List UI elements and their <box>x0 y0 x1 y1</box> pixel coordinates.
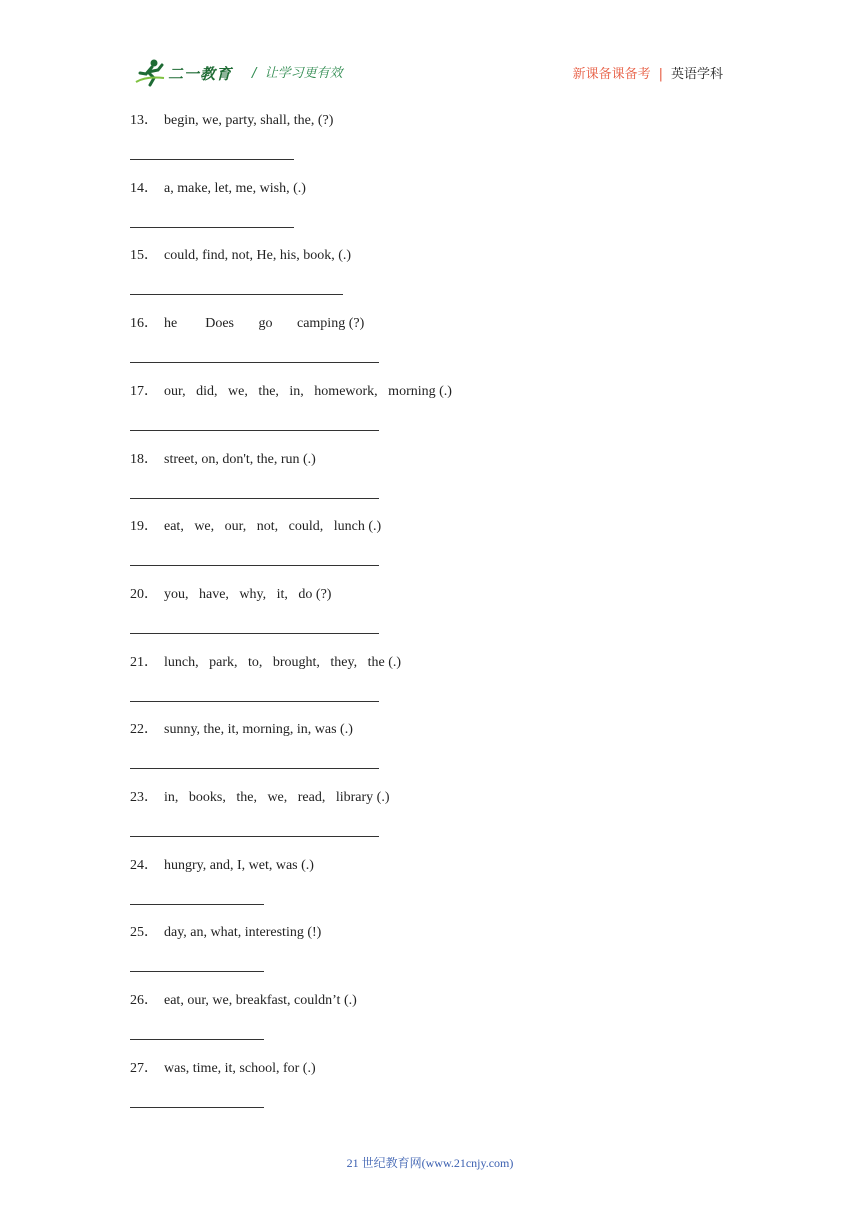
page-footer: 21 世纪教育网(www.21cnjy.com) <box>346 1156 514 1170</box>
question-item <box>130 315 364 333</box>
page-header <box>0 0 860 100</box>
question-words: was, time, it, school, for (.) <box>164 1060 316 1076</box>
question-words: he Does go camping (?) <box>164 316 365 332</box>
question-words: you, have, why, it, do (?) <box>164 586 332 602</box>
question-words: in, books, the, we, read, library (.) <box>164 790 390 805</box>
logo-text: 二一教育 <box>168 65 233 83</box>
question-item <box>130 383 452 401</box>
question-words: day, an, what, interesting (!) <box>164 925 322 941</box>
question-item <box>130 1060 316 1078</box>
answer-blank-line[interactable] <box>130 565 379 566</box>
question-number: 23． <box>130 790 158 805</box>
question-number: 21． <box>130 654 158 670</box>
question-number: 26． <box>130 993 158 1009</box>
question-item <box>130 924 321 942</box>
question-words: eat, our, we, breakfast, couldn’t (.) <box>164 993 357 1009</box>
answer-blank-line[interactable] <box>130 159 294 160</box>
question-item <box>130 451 316 469</box>
answer-blank-line[interactable] <box>130 971 264 972</box>
answer-blank-line[interactable] <box>130 1107 264 1108</box>
question-words: street, on, don't, the, run (.) <box>164 451 316 467</box>
answer-blank-line[interactable] <box>130 633 379 634</box>
question-number: 24． <box>130 857 158 873</box>
answer-blank-line[interactable] <box>130 768 379 769</box>
answer-blank-line[interactable] <box>130 362 379 363</box>
header-separator: | <box>658 67 663 82</box>
question-words: begin, we, party, shall, the, (?) <box>164 113 334 128</box>
question-words: lunch, park, to, brought, they, the (.) <box>164 654 402 670</box>
answer-blank-line[interactable] <box>130 294 343 295</box>
question-number: 22． <box>130 722 158 738</box>
question-item <box>130 518 381 536</box>
question-number: 25． <box>130 925 158 941</box>
answer-blank-line[interactable] <box>130 227 294 228</box>
question-item <box>130 247 351 265</box>
question-item <box>130 112 333 130</box>
question-number: 19． <box>130 519 158 535</box>
question-words: eat, we, our, not, could, lunch (.) <box>164 519 382 535</box>
question-item <box>130 857 314 875</box>
subject-label: 英语学科 <box>670 67 723 82</box>
question-item <box>130 654 401 672</box>
question-number: 14． <box>130 180 158 196</box>
question-number: 15． <box>130 248 158 264</box>
answer-blank-line[interactable] <box>130 836 379 837</box>
answer-blank-line[interactable] <box>130 1039 264 1040</box>
slogan-text: 让学习更有效 <box>264 66 343 81</box>
question-item <box>130 180 306 198</box>
slogan: / 让学习更有效 <box>252 66 343 81</box>
answer-blank-line[interactable] <box>130 904 264 905</box>
question-item <box>130 586 331 604</box>
question-words: could, find, not, He, his, book, (.) <box>164 248 352 264</box>
runner-logo-icon <box>134 58 168 88</box>
course-label: 新课备课备考 <box>572 67 651 82</box>
header-right <box>573 63 723 82</box>
question-words: sunny, the, it, morning, in, was (.) <box>164 722 353 738</box>
question-words: a, make, let, me, wish, (.) <box>164 180 306 196</box>
answer-blank-line[interactable] <box>130 498 379 499</box>
question-number: 27． <box>130 1060 158 1076</box>
question-number: 20． <box>130 586 158 602</box>
question-words: hungry, and, I, wet, was (.) <box>164 857 314 873</box>
question-number: 16． <box>130 316 158 332</box>
answer-blank-line[interactable] <box>130 430 379 431</box>
logo <box>134 58 244 88</box>
question-item <box>130 721 353 739</box>
question-words: our, did, we, the, in, homework, morning (.) <box>164 383 452 399</box>
answer-blank-line[interactable] <box>130 701 379 702</box>
question-number: 17． <box>130 383 158 399</box>
question-number: 13． <box>130 113 158 128</box>
question-item <box>130 992 357 1010</box>
question-number: 18． <box>130 451 158 467</box>
question-item <box>130 789 390 807</box>
